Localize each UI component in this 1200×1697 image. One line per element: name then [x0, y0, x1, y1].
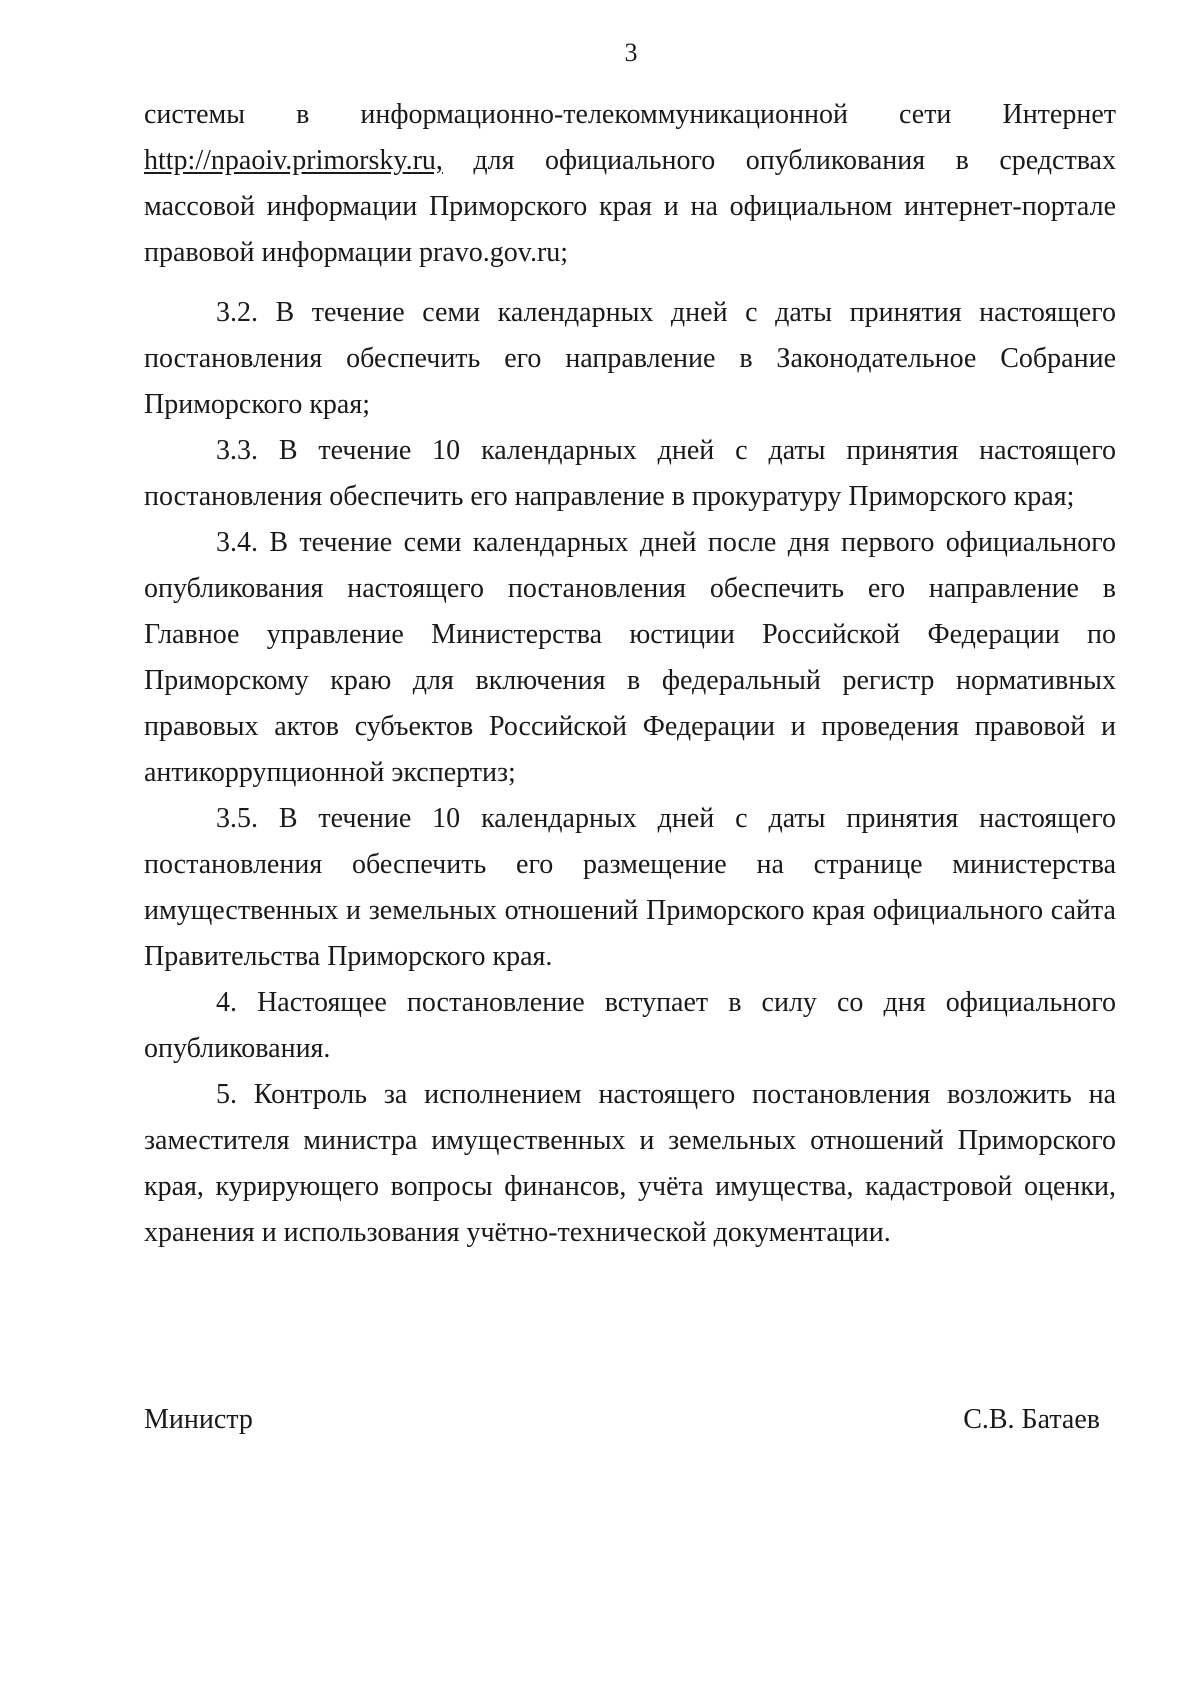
paragraph-text: системы в информационно-телекоммуникационной сети Интернет: [144, 99, 1116, 130]
signatory-name: С.В. Батаев: [963, 1404, 1100, 1435]
page-number: 3: [624, 38, 638, 67]
paragraph-3-5: 3.5. В течение 10 календарных дней с даты принятия настоящего постановления обеспечить его размещение на странице министерства имущественных и земельных отношений Приморского края официального сайта Правительства Приморского края.: [144, 803, 1116, 972]
paragraph-continuation: [144, 92, 1116, 276]
paragraph-5: 5. Контроль за исполнением настоящего постановления возложить на заместителя министра имущественных и земельных отношений Приморского края, курирующего вопросы финансов, учёта имущества, кадастровой оценки, хранения и использования учётно-технической документации.: [144, 1079, 1116, 1248]
paragraph-3-4: 3.4. В течение семи календарных дней после дня первого официального опубликования настоящего постановления обеспечить его направление в Главное управление Министерства юстиции Российской Федерации по Приморскому краю для включения в федеральный регистр нормативных правовых актов субъектов Российской Федерации и проведения правовой и антикоррупционной экспертиз;: [144, 527, 1116, 788]
signatory-role: Министр: [144, 1404, 253, 1435]
signature-block: [144, 1400, 1100, 1440]
paragraph-3-3: 3.3. В течение 10 календарных дней с даты принятия настоящего постановления обеспечить его направление в прокуратуру Приморского края;: [144, 435, 1116, 512]
paragraph-4: 4. Настоящее постановление вступает в силу со дня официального опубликования.: [144, 987, 1116, 1064]
paragraph-text: для официального опубликования в средствах массовой информации Приморского края и на официальном интернет-портале правовой информации pravo.gov.ru;: [144, 145, 1116, 268]
npa-portal-link[interactable]: http://npaoiv.primorsky.ru,: [144, 145, 443, 176]
paragraph-3-2: 3.2. В течение семи календарных дней с даты принятия настоящего постановления обеспечить его направление в Законодательное Собрание Приморского края;: [144, 297, 1116, 420]
document-body: [144, 92, 1116, 1256]
